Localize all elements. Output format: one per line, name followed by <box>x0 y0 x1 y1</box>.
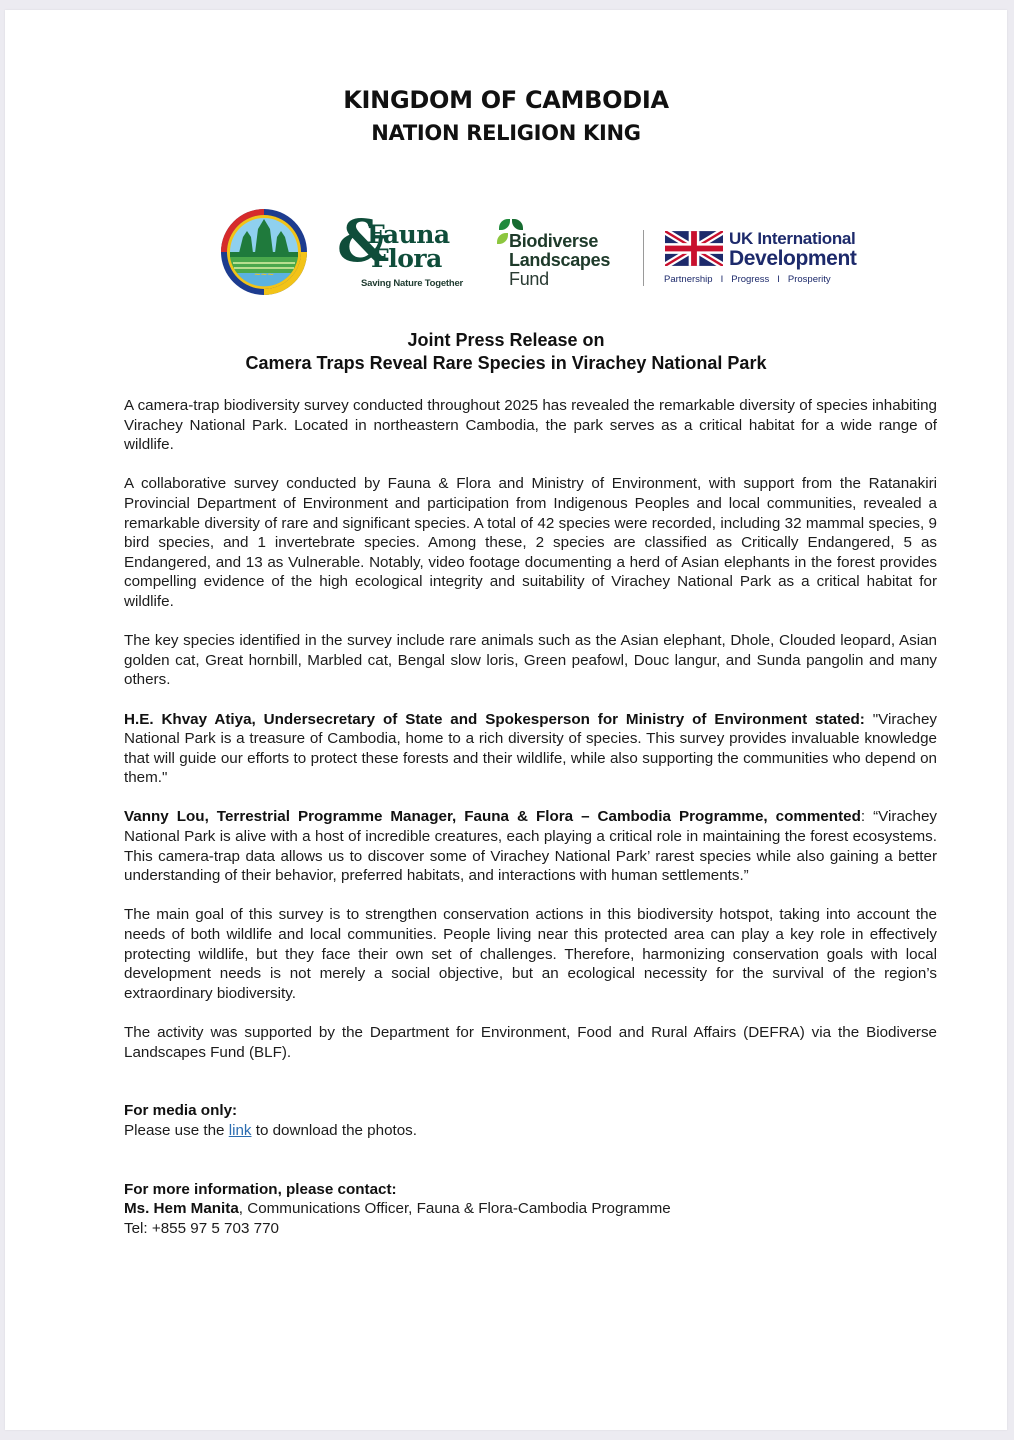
blf-line2: Landscapes <box>509 250 611 270</box>
paragraph-main-goal: The main goal of this survey is to strengthen conservation actions in this biodiversity hotspot, taking into account the needs of both wildlife and local communities. People living near this protected area can play a key role in effectively protecting wildlife, but they face their own set of challenges. Therefore, harmonizing conservation goals with local development needs is not merely a social objective, but an ecological necessity for the survival of the region’s extraordinary biodiversity. <box>124 906 937 1002</box>
leaf-icon <box>497 233 508 244</box>
contact-heading-text: For more information, please contact: <box>124 1180 397 1198</box>
quote-fauna-flora <box>124 807 937 885</box>
leaf-icon <box>512 219 523 230</box>
ukid-tag-partnership: Partnership <box>664 274 713 285</box>
blf-line3: Fund <box>509 269 549 289</box>
press-release-title-line1: Joint Press Release on <box>407 330 605 350</box>
quote-ministry <box>124 710 937 788</box>
document-page <box>5 10 1007 1430</box>
fauna-flora-word2: Flora <box>371 244 442 273</box>
paragraph-key-species: The key species identified in the survey include rare animals such as the Asian elephant, Dhole, Clouded leopard, Asian golden cat, Great hornbill, Marbled cat, Bengal slow loris, Green peafowl, Douc langur, and Sunda pangolin and many others. <box>124 632 937 689</box>
press-release-title-line2: Camera Traps Reveal Rare Species in Virachey National Park <box>245 353 767 373</box>
photos-download-link[interactable]: link <box>228 1121 252 1139</box>
contact-heading <box>124 1180 937 1200</box>
ukid-line1: UK International <box>729 229 856 248</box>
contact-person <box>124 1199 937 1219</box>
quote-ministry-text: "Virachey National Park is a treasure of Cambodia, home to a rich diversity of species. This survey provides invaluable knowledge that will guide our efforts to protect these forests and their wildlife, while also supporting the communities who depend on them." <box>124 710 937 787</box>
media-instructions <box>124 1121 937 1141</box>
quote-fauna-flora-speaker: Vanny Lou, Terrestrial Programme Manager, Fauna & Flora – Cambodia Programme, commented <box>124 808 861 826</box>
paragraph-funding: The activity was supported by the Department for Environment, Food and Rural Affairs (DEFRA) via the Biodiverse Landscapes Fund (BLF). <box>124 1024 937 1061</box>
svg-text:~~~: ~~~ <box>253 270 275 279</box>
fauna-flora-ampersand: & <box>337 207 390 275</box>
contact-name: Ms. Hem Manita <box>124 1200 239 1218</box>
ministry-of-environment-crest-icon <box>219 207 309 297</box>
logo-divider <box>643 230 644 286</box>
ukid-separator: I <box>777 274 780 285</box>
ukid-separator: I <box>720 274 724 285</box>
leaf-icon <box>499 219 510 230</box>
quote-fauna-flora-text: “Virachey National Park is alive with a host of incredible creatures, each playing a critical role in maintaining the forest ecosystems. This camera-trap data allows us to discover some of Virachey National Park’ rarest species while also gaining a better understanding of their behavior, preferred habitats, and interactions with human settlements.” <box>124 808 937 885</box>
header-motto: NATION RELIGION KING <box>371 121 641 145</box>
fauna-flora-word1: Fauna <box>367 220 450 249</box>
ukid-tag-progress: Progress <box>731 274 770 285</box>
media-heading-text: For media only: <box>124 1102 238 1120</box>
fauna-flora-logo <box>337 207 467 289</box>
press-release-body <box>124 396 937 1239</box>
media-heading <box>124 1101 937 1121</box>
contact-phone: Tel: +855 97 5 703 770 <box>124 1219 279 1237</box>
ukid-tag-prosperity: Prosperity <box>787 274 831 285</box>
partner-logos <box>5 200 1007 310</box>
media-text-after: to download the photos. <box>251 1121 417 1139</box>
media-text-before: Please use the <box>124 1121 229 1139</box>
header-kingdom: KINGDOM OF CAMBODIA <box>343 86 669 114</box>
paragraph-survey: A collaborative survey conducted by Fauna & Flora and Ministry of Environment, with support from the Ratanakiri Provincial Department of Environment and participation from Indigenous Peoples and local communities, revealed a remarkable diversity of rare and significant species. A total of 42 species were recorded, including 32 mammal species, 9 bird species, and 1 invertebrate species. Among these, 2 species are classified as Critically Endangered, 5 as Endangered, and 13 as Vulnerable. Notably, video footage documenting a herd of Asian elephants in the forest provides compelling evidence of the high ecological integrity and suitability of Virachey National Park as a critical habitat for wildlife. <box>124 475 937 610</box>
quote-colon: : <box>860 808 866 826</box>
paragraph-intro: A camera-trap biodiversity survey conducted throughout 2025 has revealed the remarkable diversity of species inhabiting Virachey National Park. Located in northeastern Cambodia, the park serves as a critical habitat for a wide range of wildlife. <box>124 397 937 454</box>
quote-ministry-speaker: H.E. Khvay Atiya, Undersecretary of State and Spokesperson for Ministry of Environment stated: <box>124 710 865 728</box>
union-jack-flag-icon <box>665 231 723 266</box>
ukid-line2: Development <box>729 247 857 270</box>
ukid-tagline <box>664 274 831 285</box>
fauna-flora-tagline: Saving Nature Together <box>361 278 464 289</box>
biodiverse-landscapes-fund-logo <box>491 216 631 296</box>
blf-line1: Biodiverse <box>509 231 599 251</box>
contact-role: , Communications Officer, Fauna & Flora-Cambodia Programme <box>238 1200 671 1218</box>
uk-international-development-logo <box>663 228 873 298</box>
